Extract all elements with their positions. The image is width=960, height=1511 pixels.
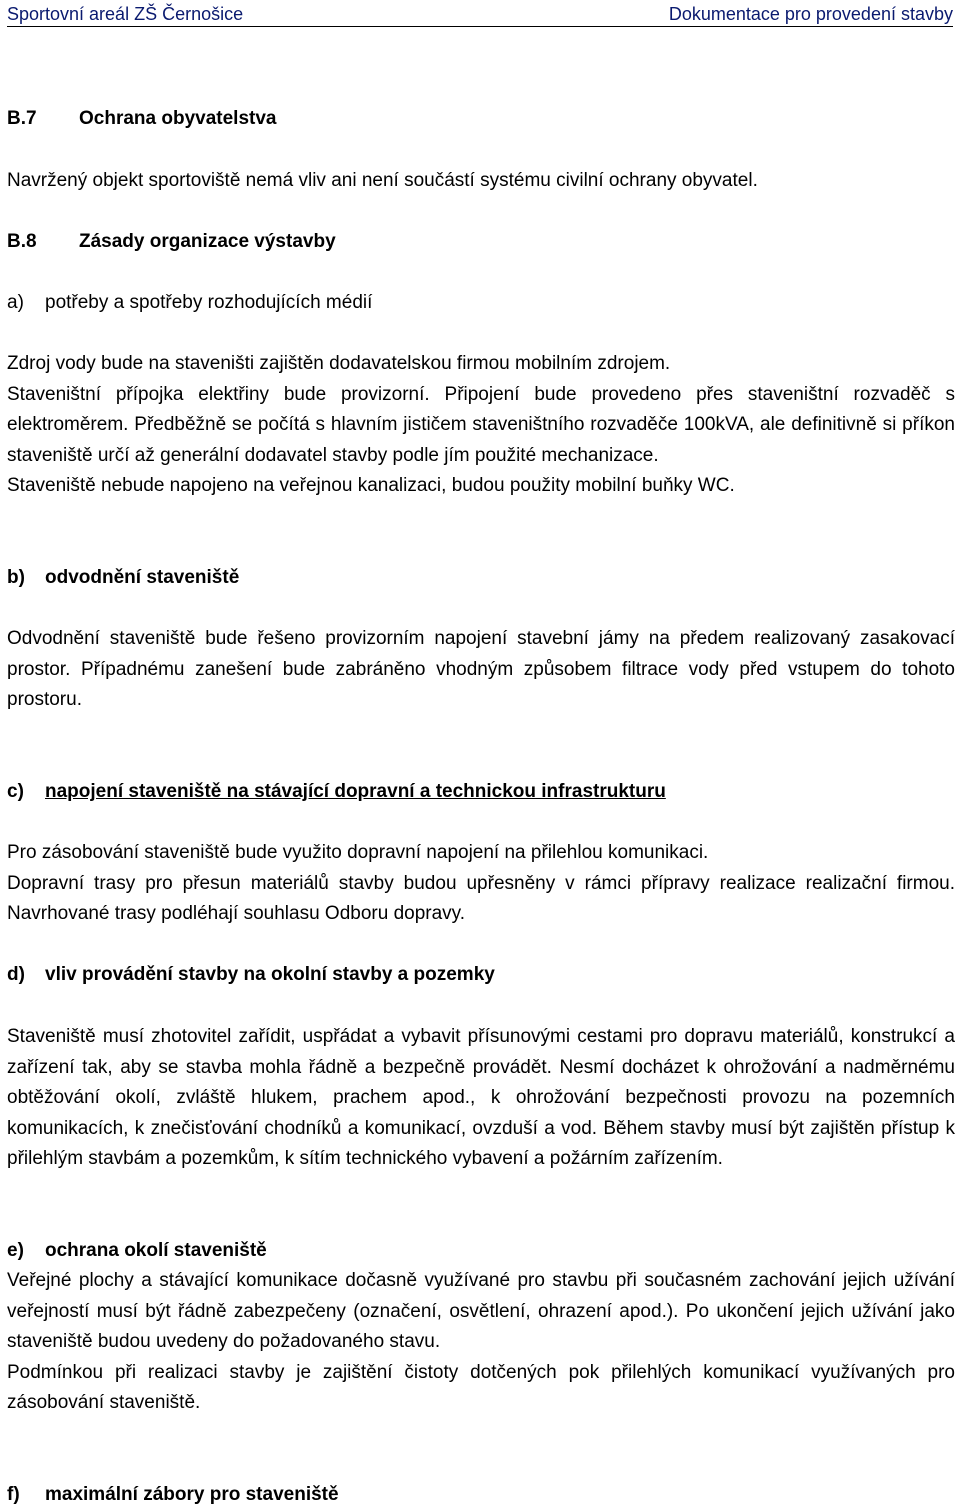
subsection-label: e) (7, 1240, 24, 1261)
subsection-label: f) (7, 1484, 20, 1505)
paragraph: Staveniště musí zhotovitel zařídit, uspřádat a vybavit přísunovými cestami pro dopravu materiálů, konstrukcí a zařízení tak, aby se stavba mohla řádně a bezpečně provádět. Nesmí docházet k ohrožování a nadměrnému obtěžování okolí, zvláště hlukem, prachem apod., k ohrožování bezpečnosti provozu na pozemních komunikacích, k znečisťování chodníků a komunikací, ovzduší a vod. Během stavby musí být zajištěn přístup k přilehlým stavbám a pozemkům, k sítím technického vybavení a požárním zařízením. (7, 1026, 955, 1169)
subsection-e-text (7, 1266, 955, 1419)
subsection-title: ochrana okolí staveniště (45, 1240, 267, 1261)
subsection-f-heading (7, 1480, 955, 1511)
subsection-b-heading (7, 563, 955, 594)
subsection-b-text (7, 624, 955, 716)
subsection-label: d) (7, 964, 25, 985)
paragraph: Staveništní přípojka elektřiny bude provizorní. Připojení bude provedeno přes staveništní rozvaděč s elektroměrem. Předběžně se počítá s hlavním jističem staveništního rozvaděče 100kVA, ale definitivně si příkon staveniště určí až generální dodavatel stavby podle jím použité mechanizace. (7, 383, 955, 466)
section-b8-heading (7, 227, 955, 258)
subsection-c-text (7, 838, 955, 930)
subsection-label: c) (7, 781, 24, 802)
subsection-title: maximální zábory pro staveniště (45, 1484, 339, 1505)
section-b7-text: Navržený objekt sportoviště nemá vliv ani není součástí systému civilní ochrany obyvatel. (7, 170, 758, 191)
header-project-name: Sportovní areál ZŠ Černošice (7, 4, 244, 24)
paragraph: Zdroj vody bude na staveništi zajištěn dodavatelskou firmou mobilním zdrojem. (7, 353, 671, 374)
subsection-d-heading (7, 960, 955, 991)
section-b7-heading (7, 104, 955, 135)
subsection-label: a) (7, 292, 24, 313)
paragraph: Veřejné plochy a stávající komunikace dočasně využívané pro stavbu při současném zachování jejich užívání veřejností musí být řádně zabezpečeny (označení, osvětlení, ohrazení apod.). Po ukončení jejich užívání jako staveniště budou uvedeny do požadovaného stavu. (7, 1270, 955, 1352)
section-number: B.7 (7, 108, 37, 129)
section-title: Ochrana obyvatelstva (79, 108, 277, 129)
subsection-title: vliv provádění stavby na okolní stavby a pozemky (45, 964, 495, 985)
subsection-title: odvodnění staveniště (45, 567, 240, 588)
subsection-label: b) (7, 567, 25, 588)
paragraph: Podmínkou při realizaci stavby je zajištění čistoty dotčených pok přilehlých komunikací využívaných pro zásobování staveniště. (7, 1361, 955, 1413)
paragraph: Pro zásobování staveniště bude využito dopravní napojení na přilehlou komunikaci. (7, 842, 709, 863)
header-document-type: Dokumentace pro provedení stavby (668, 4, 953, 24)
page-header (7, 4, 953, 27)
subsection-a-text (7, 349, 955, 502)
section-number: B.8 (7, 231, 37, 252)
paragraph: Staveniště nebude napojeno na veřejnou kanalizaci, budou použity mobilní buňky WC. (7, 475, 735, 496)
paragraph: Dopravní trasy pro přesun materiálů stavby budou upřesněny v rámci přípravy realizace realizační firmou. Navrhované trasy podléhají souhlasu Odboru dopravy. (7, 872, 955, 924)
section-title: Zásady organizace výstavby (79, 231, 336, 252)
paragraph: Odvodnění staveniště bude řešeno provizorním napojení stavební jámy na předem realizovaný zasakovací prostor. Případnému zanešení bude zabráněno vhodným způsobem filtrace vody před vstupem do tohoto prostoru. (7, 628, 955, 710)
subsection-a-heading (7, 288, 955, 319)
subsection-e-heading (7, 1236, 955, 1267)
subsection-title: potřeby a spotřeby rozhodujících médií (45, 292, 373, 313)
subsection-title: napojení staveniště na stávající dopravní a technickou infrastrukturu (45, 781, 666, 802)
subsection-c-heading (7, 777, 955, 808)
subsection-d-text (7, 1022, 955, 1175)
